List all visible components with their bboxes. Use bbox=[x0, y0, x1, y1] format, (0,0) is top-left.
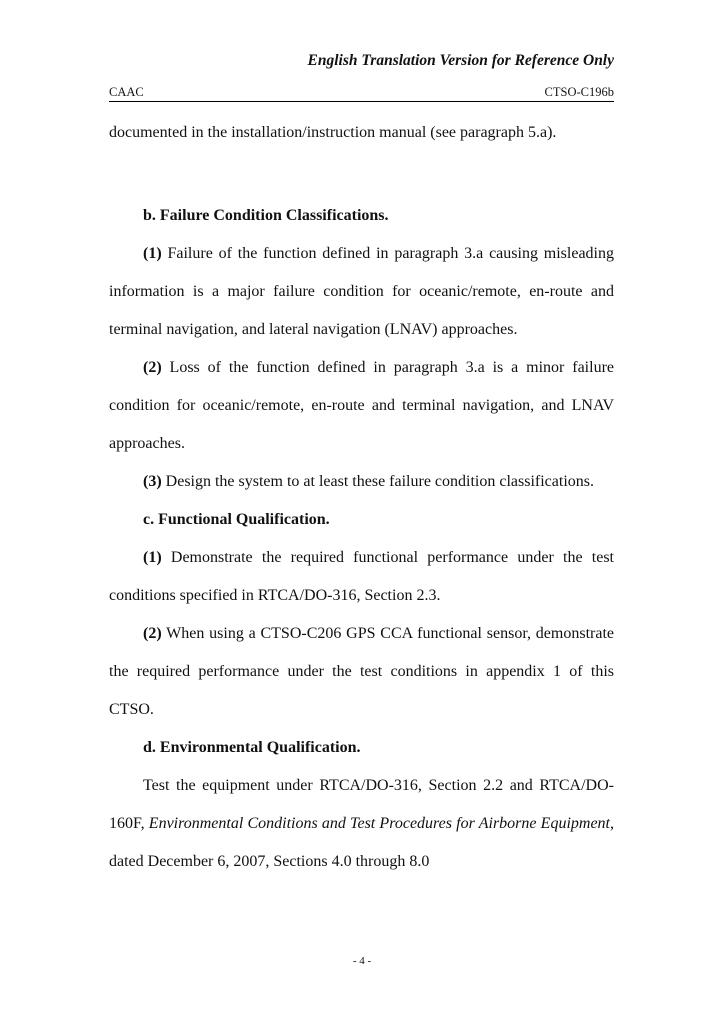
paragraph-continuation: documented in the installation/instruction manual (see paragraph 5.a). bbox=[109, 124, 557, 141]
header-doc-id: CTSO-C196b bbox=[544, 85, 614, 99]
page-number: - 4 - bbox=[352, 955, 372, 967]
paragraph-text: Design the system to at least these failure condition classifications. bbox=[161, 473, 594, 490]
section-heading-c: c. Functional Qualification. bbox=[143, 511, 330, 528]
item-number: (1) bbox=[143, 549, 162, 566]
paragraph-text: , dated December 6, 2007, Sections 4.0 through 8.0 bbox=[109, 815, 614, 870]
page-body bbox=[109, 114, 614, 881]
paragraph-text: Test the equipment under RTCA/DO-316, Section 2.2 and RTCA/DO-160F, bbox=[109, 777, 614, 832]
paragraph-text: Demonstrate the required functional performance under the test conditions specified in RTCA/DO-316, Section 2.3. bbox=[109, 549, 614, 604]
header-org: CAAC bbox=[109, 85, 144, 99]
paragraph-b2 bbox=[109, 349, 614, 463]
item-number: (2) bbox=[143, 359, 162, 376]
paragraph-c1 bbox=[109, 539, 614, 615]
paragraph-b1 bbox=[109, 235, 614, 349]
section-heading-b: b. Failure Condition Classifications. bbox=[143, 207, 389, 224]
header-rule bbox=[109, 101, 614, 102]
translation-banner: English Translation Version for Reference Only bbox=[307, 52, 614, 69]
section-heading-d: d. Environmental Qualification. bbox=[143, 739, 361, 756]
paragraph-d bbox=[109, 767, 614, 881]
item-number: (1) bbox=[143, 245, 162, 262]
referenced-title: Environmental Conditions and Test Procedures for Airborne Equipment bbox=[148, 815, 610, 832]
paragraph-text: Failure of the function defined in paragraph 3.a causing misleading information is a major failure condition for oceanic/remote, en-route and terminal navigation, and lateral navigation (LNAV) approaches. bbox=[109, 245, 614, 338]
spacer bbox=[109, 152, 614, 197]
item-number: (3) bbox=[143, 473, 162, 490]
paragraph-text: When using a CTSO-C206 GPS CCA functional sensor, demonstrate the required performance under the test conditions in appendix 1 of this CTSO. bbox=[109, 625, 614, 718]
item-number: (2) bbox=[143, 625, 162, 642]
paragraph-c2 bbox=[109, 615, 614, 729]
paragraph-text: Loss of the function defined in paragraph 3.a is a minor failure condition for oceanic/remote, en-route and terminal navigation, and LNAV approaches. bbox=[109, 359, 614, 452]
paragraph-b3 bbox=[109, 463, 614, 501]
